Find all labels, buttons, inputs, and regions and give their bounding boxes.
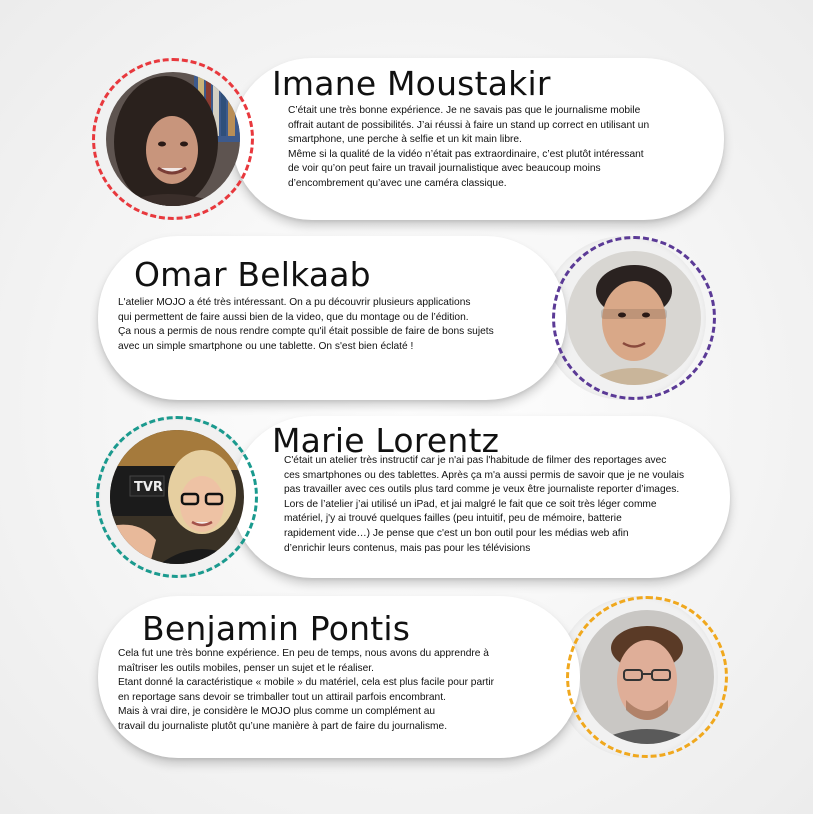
tvr-logo: TVR bbox=[134, 480, 163, 495]
testimonial-text: L'atelier MOJO a été très intéressant. On a pu découvrir plusieurs applications qui permettent de faire aussi bien de la video, que du montage ou de l’édition. Ça nous a permis de nous rendre compte qu'il était possible de faire de bons sujets avec un simple smartphone ou une tablette. On s'est bien éclaté ! bbox=[118, 297, 494, 352]
testimonial-text: C’était une très bonne expérience. Je ne savais pas que le journalisme mobile offrait autant de possibilités. J’ai réussi à faire un stand up correct en utilisant un smartphone, une perche à selfie et un kit main libre. Même si la qualité de la vidéo n’était pas extraordinaire, c’est plutôt intéressant de voir qu’on peut faire un travail journalistique avec beaucoup moins d’encombrement qu’avec une caméra classique. bbox=[288, 105, 650, 189]
testimonial-text: C'était un atelier très instructif car je n'ai pas l'habitude de filmer des reportages avec ces smartphones ou des tablettes. Après ça m'a aussi permis de savoir que je ne voulais pas travailler avec ces outils plus tard comme je veux être journaliste reporter d’images. Lors de l’atelier j’ai utilisé un iPad, et jai malgré le fait que ce soit très léger comme matériel, j'y ai trouvé quelques failles (peu intuitif, peu de mémoire, batterie rapidement vide…) Je pense que c'est un bon outil pour les médias web afin d’enrichir leurs contenus, mais pas pour les télévisions bbox=[284, 455, 685, 554]
testimonial-name: Imane Moustakir bbox=[272, 64, 551, 103]
testimonial-name: Marie Lorentz bbox=[272, 421, 500, 460]
avatar-marie bbox=[110, 430, 244, 564]
testimonial-text: Cela fut une très bonne expérience. En peu de temps, nous avons du apprendre à maîtriser les outils mobiles, penser un sujet et le réaliser. Etant donné la caractéristique « mobile » du matériel, cela est plus facile pour partir en reportage sans devoir se trimballer tout un attirail parfois encombrant. Mais à vrai dire, je considère le MOJO plus comme un complément au travail du journaliste plutôt qu’une manière à part de faire du journalisme. bbox=[118, 648, 495, 732]
avatar-benjamin bbox=[580, 610, 714, 744]
avatar-imane bbox=[106, 72, 240, 206]
testimonial-name: Omar Belkaab bbox=[134, 255, 371, 294]
avatar-omar bbox=[567, 251, 701, 385]
testimonial-name: Benjamin Pontis bbox=[142, 609, 411, 648]
